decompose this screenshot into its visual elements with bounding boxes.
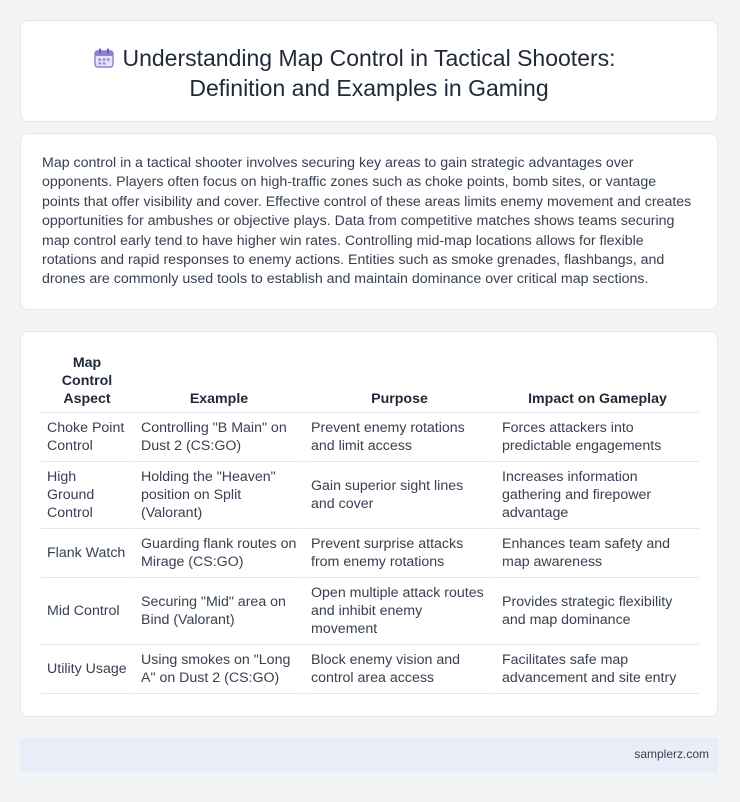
cell-purpose: Open multiple attack routes and inhibit enemy movement <box>303 578 494 645</box>
cell-impact: Forces attackers into predictable engagements <box>494 413 699 462</box>
cell-example: Securing "Mid" area on Bind (Valorant) <box>133 578 303 645</box>
cell-example: Using smokes on "Long A" on Dust 2 (CS:GO) <box>133 645 303 694</box>
cell-aspect: Choke Point Control <box>41 413 133 462</box>
cell-purpose: Gain superior sight lines and cover <box>303 462 494 529</box>
page-title-line-2: Definition and Examples in Gaming <box>189 75 549 101</box>
table-row <box>41 462 699 529</box>
title-card <box>20 20 718 122</box>
table-row <box>41 578 699 645</box>
cell-impact: Provides strategic flexibility and map dominance <box>494 578 699 645</box>
table-header-row <box>41 350 699 413</box>
intro-card <box>20 133 718 310</box>
intro-paragraph: Map control in a tactical shooter involves securing key areas to gain strategic advantages over opponents. Players often focus on high-traffic zones such as choke points, bomb sites, or vantage points that offer visibility and cover. Effective control of these areas limits enemy movement and creates opportunities for ambushes or objective plays. Data from competitive matches shows teams securing map control early tend to have higher win rates. Controlling mid-map locations allows for flexible rotations and rapid responses to enemy actions. Entities such as smoke grenades, flashbangs, and drones are commonly used tools to establish and maintain dominance over critical map sections. <box>42 155 692 288</box>
cell-aspect: Mid Control <box>41 578 133 645</box>
cell-purpose: Prevent surprise attacks from enemy rotations <box>303 529 494 578</box>
footer-bar <box>20 738 718 772</box>
cell-aspect: Flank Watch <box>41 529 133 578</box>
cell-aspect: High Ground Control <box>41 462 133 529</box>
cell-impact: Facilitates safe map advancement and site entry <box>494 645 699 694</box>
column-header-purpose: Purpose <box>303 350 494 413</box>
cell-example: Controlling "B Main" on Dust 2 (CS:GO) <box>133 413 303 462</box>
map-control-table <box>41 350 699 694</box>
cell-example: Guarding flank routes on Mirage (CS:GO) <box>133 529 303 578</box>
table-card <box>20 331 718 717</box>
column-header-example: Example <box>133 350 303 413</box>
cell-aspect: Utility Usage <box>41 645 133 694</box>
cell-impact: Enhances team safety and map awareness <box>494 529 699 578</box>
cell-purpose: Prevent enemy rotations and limit access <box>303 413 494 462</box>
table-row <box>41 529 699 578</box>
table-row <box>41 413 699 462</box>
table-row <box>41 645 699 694</box>
column-header-aspect: Map Control Aspect <box>41 350 133 413</box>
column-header-impact: Impact on Gameplay <box>494 350 699 413</box>
cell-impact: Increases information gathering and firepower advantage <box>494 462 699 529</box>
page-title <box>21 43 717 103</box>
cell-purpose: Block enemy vision and control area access <box>303 645 494 694</box>
page-title-line-1: Understanding Map Control in Tactical Shooters: <box>122 45 616 71</box>
cell-example: Holding the "Heaven" position on Split (Valorant) <box>133 462 303 529</box>
source-link[interactable]: samplerz.com <box>634 747 709 761</box>
